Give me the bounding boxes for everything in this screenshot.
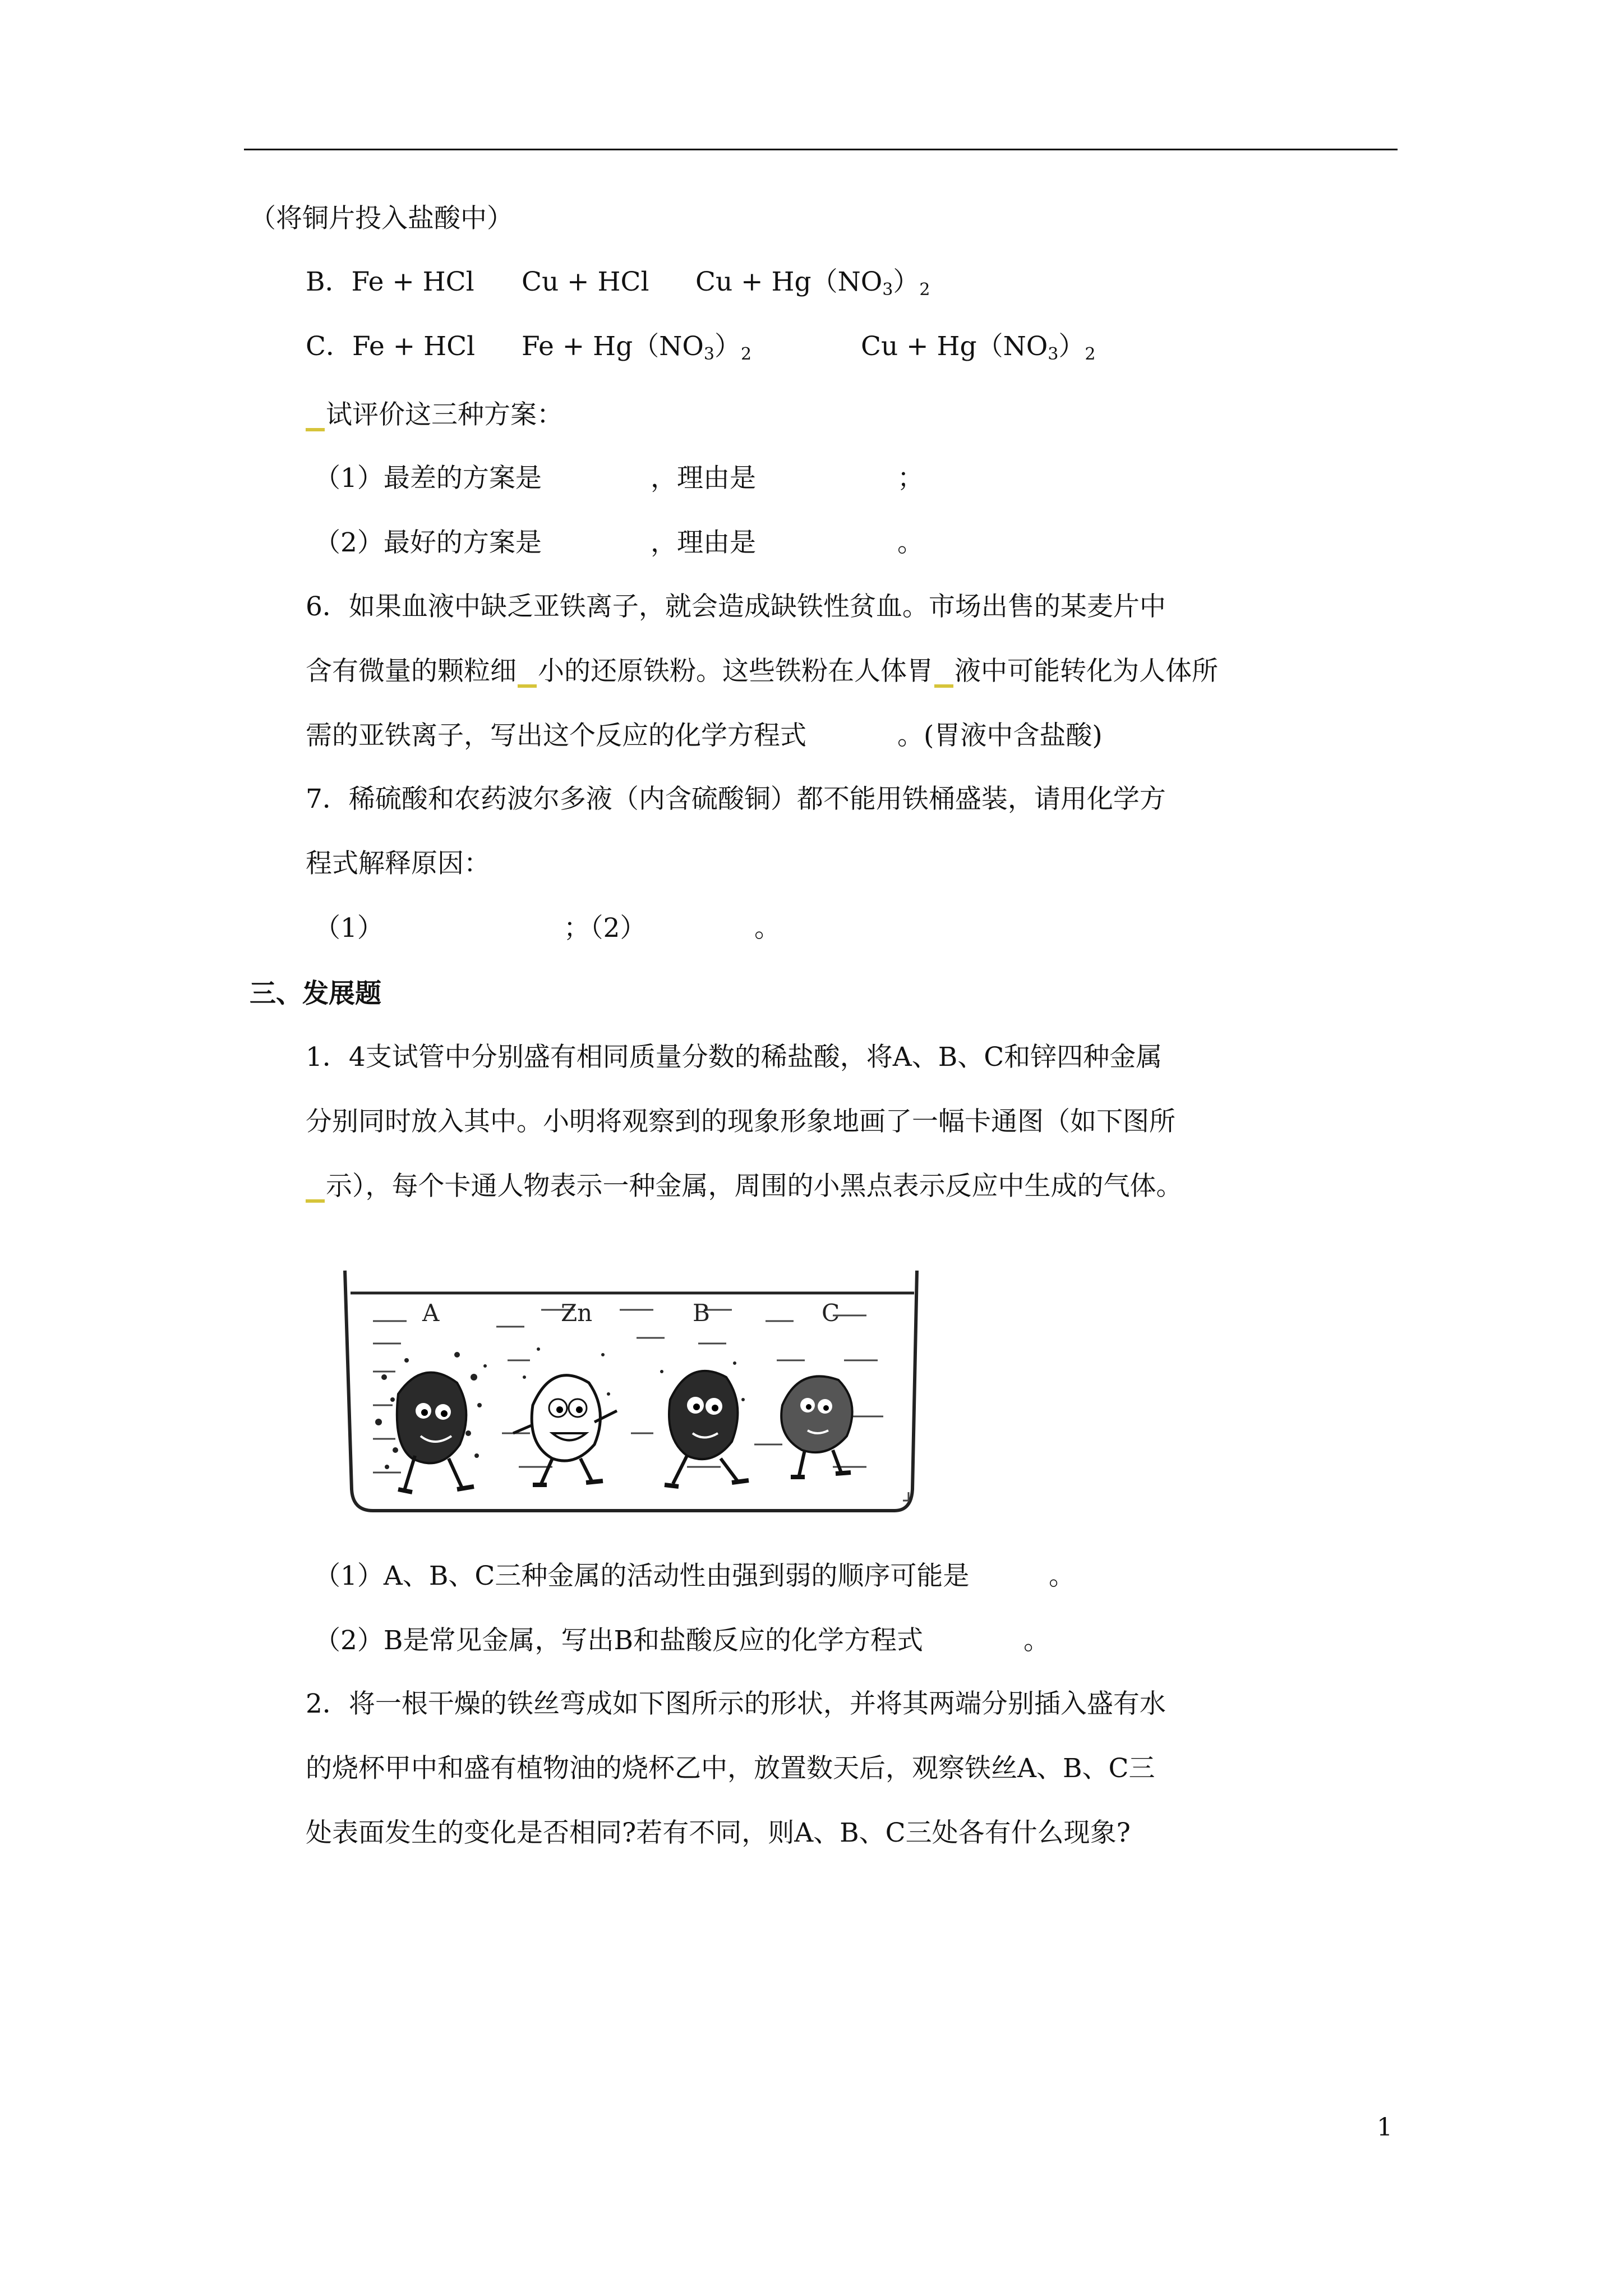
label-metal-b: B [693, 1299, 710, 1327]
highlight-mark [518, 684, 537, 688]
option-c-eq3: $Cu + Hg(NO_3)_2$ [861, 331, 1096, 364]
dev-question-2-line-2: 的烧杯甲中和盛有植物油的烧杯乙中，放置数天后，观察铁丝A、B、C三 [306, 1753, 1155, 1784]
text-line-copper-plate: （将铜片投入盐酸中） [250, 203, 513, 234]
cartoon-beaker-figure [339, 1265, 934, 1523]
dev-question-2-line-3: 处表面发生的变化是否相同?若有不同，则A、B、C三处各有什么现象? [306, 1818, 1131, 1848]
section-heading-development: 三、发展题 [250, 978, 381, 1009]
highlight-mark [306, 428, 325, 431]
cartoon-metal-b [660, 1361, 749, 1487]
dev-question-1-line-2: 分别同时放入其中。小明将观察到的现象形象地画了一幅卡通图（如下图所 [306, 1106, 1175, 1137]
dev-question-2-line-1: 2．将一根干燥的铁丝弯成如下图所示的形状，并将其两端分别插入盛有水 [306, 1688, 1166, 1719]
option-b-label: B．Fe + HCl [306, 266, 474, 297]
dev-question-1-line-3: 示），每个卡通人物表示一种金属，周围的小黑点表示反应中生成的气体。 [306, 1170, 1183, 1203]
evaluate-prompt: 试评价这三种方案： [306, 398, 563, 432]
cartoon-metal-zn [513, 1347, 617, 1485]
label-metal-zn: Zn [561, 1299, 593, 1327]
option-c-label: C．Fe + HCl [306, 331, 476, 362]
highlight-mark [306, 1199, 325, 1203]
page-number: 1 [1377, 2113, 1393, 2142]
option-b-eq2: Cu + HCl [522, 266, 649, 297]
label-metal-c: C [822, 1299, 840, 1327]
option-c-eq2: $Fe + Hg(NO_3)_2$ [522, 331, 752, 364]
highlight-mark [934, 684, 953, 688]
cartoon-metal-c [781, 1376, 852, 1477]
header-rule [244, 149, 1398, 150]
return-mark [903, 1492, 909, 1501]
label-metal-a: A [422, 1299, 440, 1327]
question-6-line-2: 含有微量的颗粒细 小的还原铁粉。这些铁粉在人体胃 液中可能转化为人体所 [306, 656, 1218, 687]
question-6-line-1: 6．如果血液中缺乏亚铁离子，就会造成缺铁性贫血。市场出售的某麦片中 [306, 591, 1166, 622]
question-7-line-2: 程式解释原因： [306, 848, 490, 879]
option-b-eq3: $Cu + Hg(NO_3)_2$ [695, 266, 930, 300]
cartoon-metal-a [375, 1352, 487, 1492]
dev-question-1-line-1: 1．4支试管中分别盛有相同质量分数的稀盐酸，将A、B、C和锌四种金属 [306, 1042, 1163, 1073]
question-7-line-1: 7．稀硫酸和农药波尔多液（内含硫酸铜）都不能用铁桶盛装，请用化学方 [306, 784, 1166, 815]
